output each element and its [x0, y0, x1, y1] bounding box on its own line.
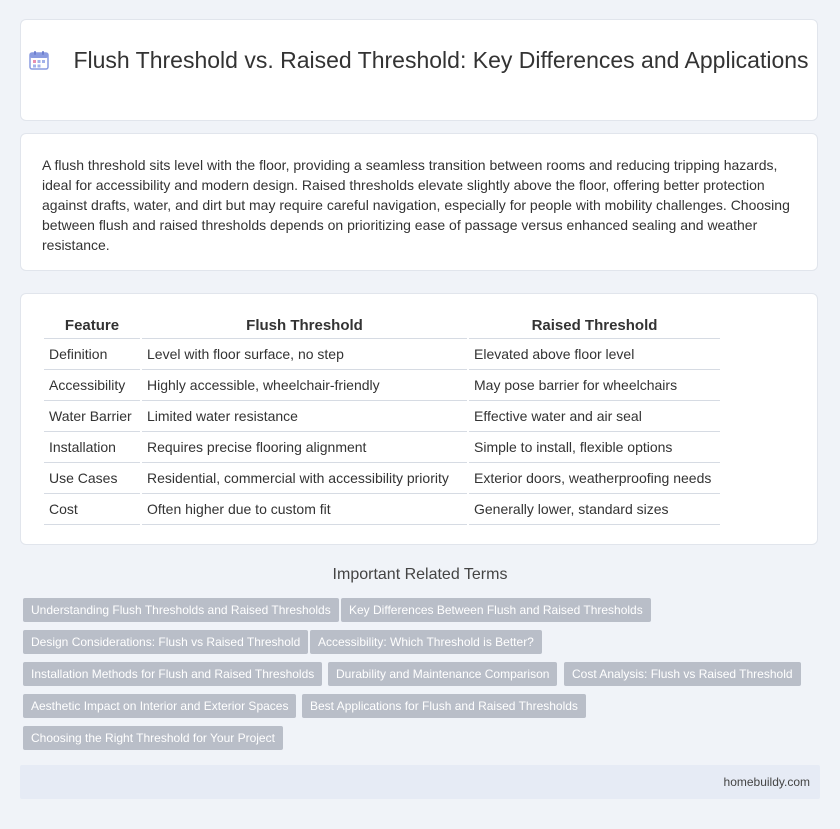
footer: [20, 765, 820, 799]
related-term-link[interactable]: Cost Analysis: Flush vs Raised Threshold: [564, 662, 801, 686]
footer-site-link[interactable]: homebuildy.com: [723, 775, 810, 789]
table-cell: Highly accessible, wheelchair-friendly: [142, 370, 467, 401]
related-term-link[interactable]: Best Applications for Flush and Raised Thresholds: [302, 694, 586, 718]
table-header-row: [44, 312, 720, 339]
related-term-link[interactable]: Understanding Flush Thresholds and Raised Thresholds: [23, 598, 339, 622]
table-cell: May pose barrier for wheelchairs: [469, 370, 720, 401]
related-term-link[interactable]: Durability and Maintenance Comparison: [328, 662, 557, 686]
calendar-icon: [29, 50, 49, 70]
table-cell: Simple to install, flexible options: [469, 432, 720, 463]
table-cell: Exterior doors, weatherproofing needs: [469, 463, 720, 494]
table-row: [44, 494, 720, 525]
comparison-table: [42, 312, 722, 525]
table-row: [44, 463, 720, 494]
table-row: [44, 401, 720, 432]
related-term-link[interactable]: Key Differences Between Flush and Raised Thresholds: [341, 598, 651, 622]
related-term-link[interactable]: Installation Methods for Flush and Raised Thresholds: [23, 662, 322, 686]
related-term-link[interactable]: Design Considerations: Flush vs Raised Threshold: [23, 630, 308, 654]
table-row: [44, 339, 720, 370]
table-cell: Limited water resistance: [142, 401, 467, 432]
header-raised: Raised Threshold: [469, 312, 720, 339]
intro-paragraph: A flush threshold sits level with the floor, providing a seamless transition between rooms and reducing tripping hazards, ideal for accessibility and modern design. Raised thresholds elevate slightly above the floor, offering better protection against drafts, water, and dirt but may require careful navigation, especially for people with mobility challenges. Choosing between flush and raised thresholds depends on prioritizing ease of passage versus enhanced sealing and weather resistance.: [42, 157, 790, 253]
table-cell: Elevated above floor level: [469, 339, 720, 370]
header-feature: Feature: [44, 312, 140, 339]
table-cell: Definition: [44, 339, 140, 370]
page-title: Flush Threshold vs. Raised Threshold: Key Differences and Applications: [73, 47, 809, 73]
header-card: [20, 19, 818, 121]
table-cell: Cost: [44, 494, 140, 525]
table-row: [44, 432, 720, 463]
table-cell: Generally lower, standard sizes: [469, 494, 720, 525]
table-cell: Accessibility: [44, 370, 140, 401]
related-term-link[interactable]: Accessibility: Which Threshold is Better?: [310, 630, 542, 654]
related-terms-title: Important Related Terms: [332, 566, 508, 583]
table-cell: Use Cases: [44, 463, 140, 494]
related-term-link[interactable]: Choosing the Right Threshold for Your Project: [23, 726, 283, 750]
table-cell: Often higher due to custom fit: [142, 494, 467, 525]
table-cell: Water Barrier: [44, 401, 140, 432]
table-cell: Installation: [44, 432, 140, 463]
page-title-wrap: [21, 46, 817, 75]
table-cell: Effective water and air seal: [469, 401, 720, 432]
table-cell: Residential, commercial with accessibility priority: [142, 463, 467, 494]
related-term-link[interactable]: Aesthetic Impact on Interior and Exterior Spaces: [23, 694, 296, 718]
table-cell: Requires precise flooring alignment: [142, 432, 467, 463]
intro-card: [20, 133, 818, 271]
table-row: [44, 370, 720, 401]
comparison-card: [20, 293, 818, 545]
header-flush: Flush Threshold: [142, 312, 467, 339]
table-cell: Level with floor surface, no step: [142, 339, 467, 370]
